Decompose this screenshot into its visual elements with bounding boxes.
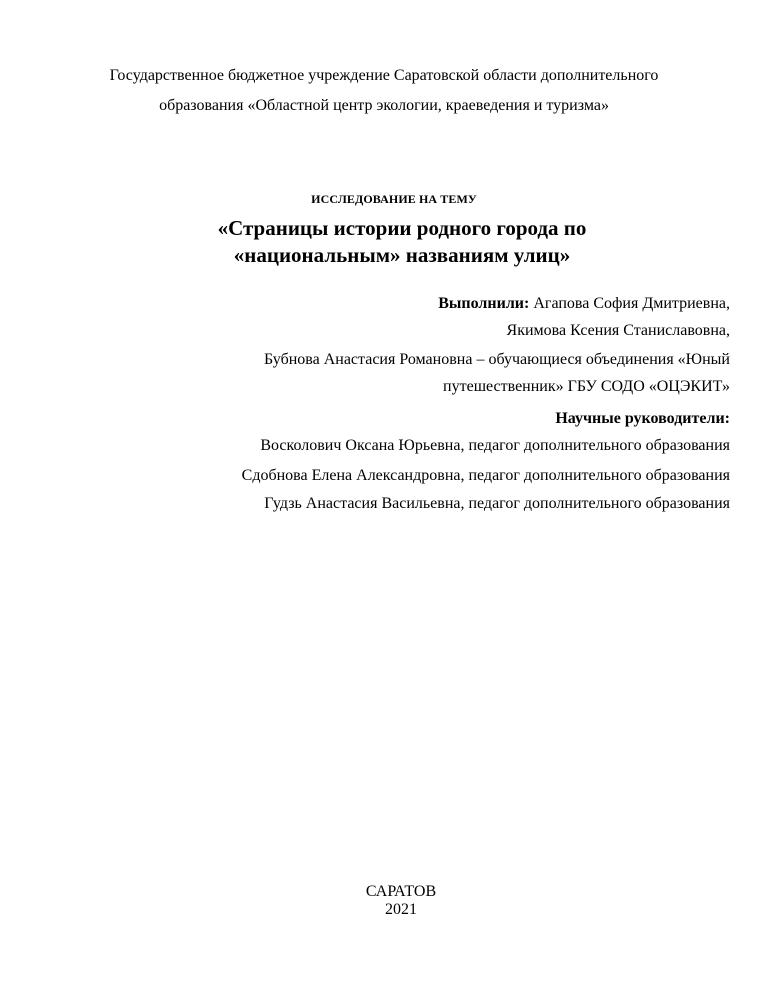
organization-line-2: образования «Областной центр экологии, краеведения и туризма» — [159, 97, 609, 114]
authors-line-3: Бубнова Анастасия Романовна – обучающиеся объединения «Юный — [263, 351, 730, 368]
city: САРАТОВ — [365, 883, 437, 900]
supervisor-3: Гудзь Анастасия Васильевна, педагог дополнительного образования — [264, 495, 730, 512]
authors-line-1 — [438, 294, 730, 314]
authors-line-4: путешественник» ГБУ СОДО «ОЦЭКИТ» — [443, 378, 730, 395]
organization-line-1: Государственное бюджетное учреждение Саратовской области дополнительного — [109, 67, 659, 84]
supervisor-2: Сдобнова Елена Александровна, педагог дополнительного образования — [241, 467, 730, 484]
authors-line-2: Якимова Ксения Станиславовна, — [506, 322, 730, 339]
subject-label: ИССЛЕДОВАНИЕ НА ТЕМУ — [311, 192, 477, 206]
authors-label: Выполнили: — [438, 295, 530, 312]
supervisors-label: Научные руководители: — [555, 410, 730, 427]
document-title-line-2: «национальным» названиям улиц» — [233, 243, 571, 267]
year: 2021 — [385, 901, 417, 918]
author-name-1: Агапова София Дмитриевна, — [529, 295, 730, 312]
document-title-line-1: «Страницы истории родного города по — [217, 216, 587, 240]
supervisor-1: Восколович Оксана Юрьевна, педагог дополнительного образования — [260, 437, 730, 454]
